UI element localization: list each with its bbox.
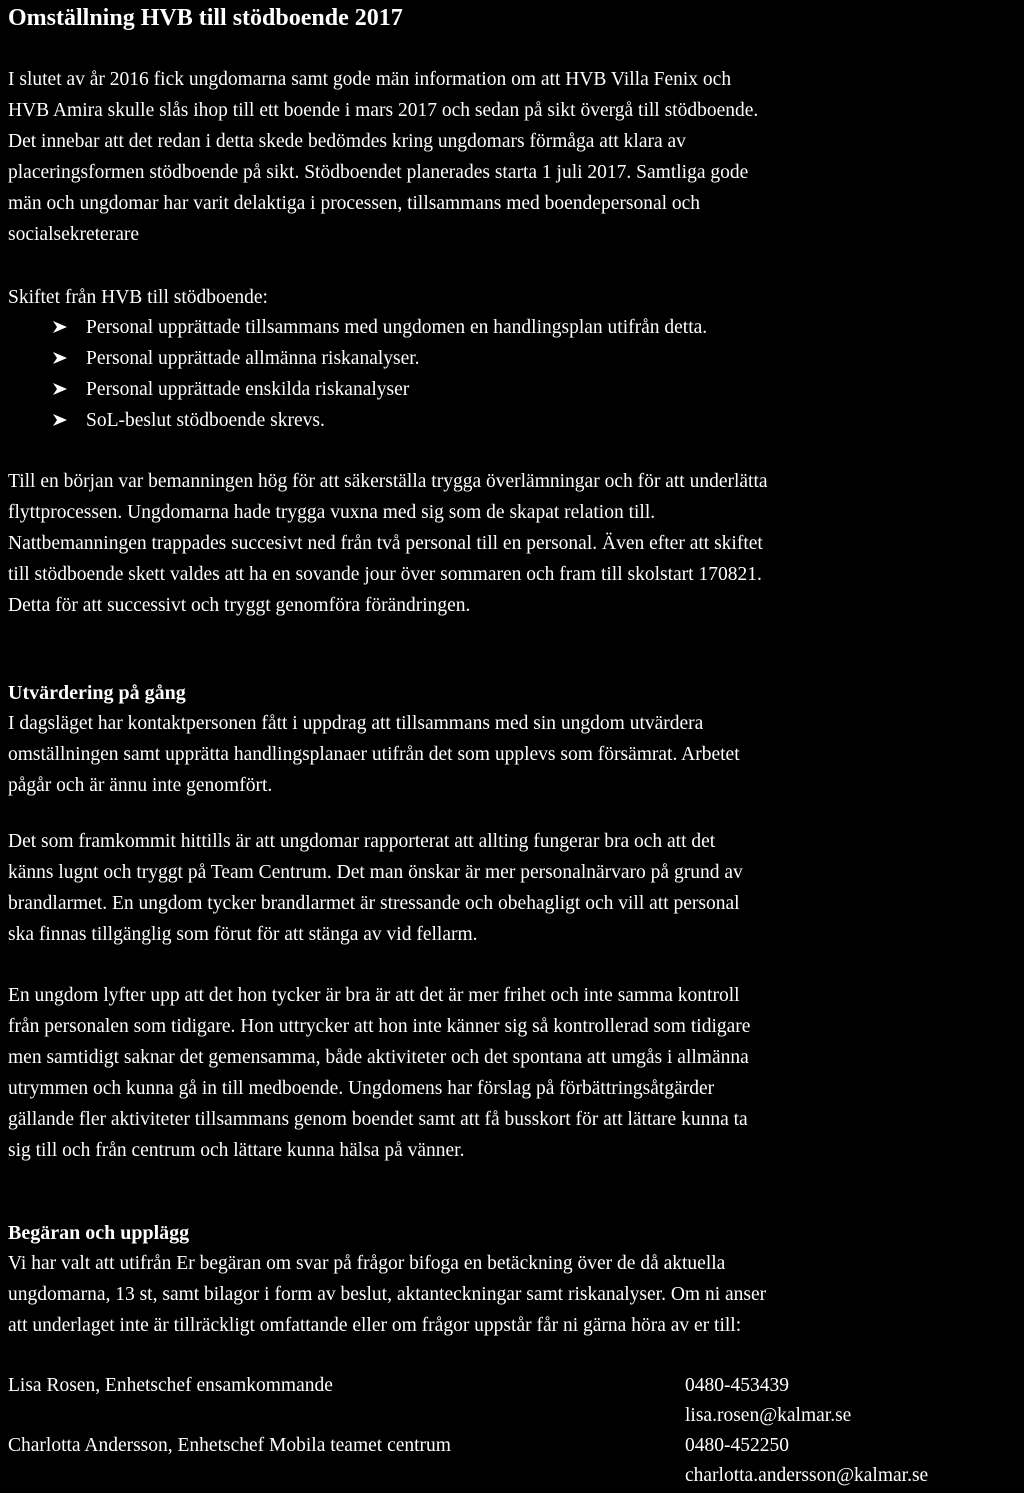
request-heading: Begäran och upplägg — [8, 1222, 190, 1244]
paragraph-line: Detta för att successivt och tryggt genomföra förändringen. — [8, 595, 471, 616]
paragraph-line: I dagsläget har kontaktpersonen fått i uppdrag att tillsammans med sin ungdom utvärdera — [8, 713, 704, 734]
paragraph-line: sig till och från centrum och lättare kunna hälsa på vänner. — [8, 1140, 465, 1161]
evaluation-paragraph-1 — [8, 708, 1016, 801]
list-item — [50, 312, 707, 343]
paragraph-line: från personalen som tidigare. Hon uttrycker att hon inte känner sig så kontrollerad som tidigare — [8, 1016, 751, 1037]
contact-email[interactable]: lisa.rosen@kalmar.se — [685, 1405, 852, 1426]
paragraph-line: flyttprocessen. Ungdomarna hade trygga vuxna med sig som de skapat relation till. — [8, 502, 656, 523]
paragraph-line: utrymmen och kunna gå in till medboende. Ungdomens har förslag på förbättringsåtgärder — [8, 1078, 715, 1099]
bullet-text: Personal upprättade allmänna riskanalyser. — [86, 348, 420, 369]
arrowhead-bullet-icon — [50, 374, 86, 405]
bullet-text: Personal upprättade tillsammans med ungdomen en handlingsplan utifrån detta. — [86, 317, 708, 338]
paragraph-line: ungdomarna, 13 st, samt bilagor i form av beslut, aktanteckningar samt riskanalyser. Om ni anser — [8, 1284, 767, 1305]
paragraph-line: Det som framkommit hittills är att ungdomar rapporterat att allting fungerar bra och att det — [8, 831, 716, 852]
paragraph-line: ska finnas tillgänglig som förut för att stänga av vid fellarm. — [8, 924, 478, 945]
paragraph-line: pågår och är ännu inte genomfört. — [8, 775, 273, 796]
paragraph-line: gällande fler aktiviteter tillsammans genom boendet samt att få busskort för att lättare kunna ta — [8, 1109, 748, 1130]
paragraph-line: Nattbemanningen trappades succesivt ned från två personal till en personal. Även efter att skiftet — [8, 533, 763, 554]
paragraph-line: En ungdom lyfter upp att det hon tycker är bra är att det är mer frihet och inte samma kontroll — [8, 985, 740, 1006]
paragraph-line: Vi har valt att utifrån Er begäran om svar på frågor bifoga en betäckning över de då aktuella — [8, 1253, 726, 1274]
shift-heading: Skiftet från HVB till stödboende: — [8, 287, 268, 308]
arrowhead-bullet-icon — [50, 405, 86, 436]
request-paragraph — [8, 1248, 1016, 1341]
evaluation-paragraph-2 — [8, 826, 1016, 950]
arrowhead-bullet-icon — [50, 312, 86, 343]
paragraph-line: brandlarmet. En ungdom tycker brandlarmet är stressande och obehagligt och vill att personal — [8, 893, 740, 914]
paragraph-line: placeringsformen stödboende på sikt. Stödboendet planerades starta 1 juli 2017. Samtliga gode — [8, 162, 749, 183]
list-item — [50, 343, 707, 374]
list-item — [50, 405, 707, 436]
contact-email[interactable]: charlotta.andersson@kalmar.se — [685, 1465, 929, 1486]
paragraph-line: men samtidigt saknar det gemensamma, både aktiviteter och det spontana att umgås i allmänna — [8, 1047, 749, 1068]
paragraph-line: Det innebar att det redan i detta skede bedömdes kring ungdomars förmåga att klara av — [8, 131, 686, 152]
contact-phone: 0480-452250 — [685, 1435, 789, 1456]
contact-name: Charlotta Andersson, Enhetschef Mobila teamet centrum — [8, 1435, 451, 1456]
contact-phone: 0480-453439 — [685, 1375, 789, 1396]
bullet-text: SoL-beslut stödboende skrevs. — [86, 410, 325, 431]
bullet-text: Personal upprättade enskilda riskanalyser — [86, 379, 410, 400]
arrowhead-bullet-icon — [50, 343, 86, 374]
evaluation-paragraph-3 — [8, 980, 1016, 1166]
paragraph-line: omställningen samt upprätta handlingsplanaer utifrån det som upplevs som försämrat. Arbetet — [8, 744, 740, 765]
paragraph-line: HVB Amira skulle slås ihop till ett boende i mars 2017 och sedan på sikt övergå till stödboende. — [8, 100, 759, 121]
shift-bullet-list — [50, 312, 707, 436]
document-title: Omställning HVB till stödboende 2017 — [8, 5, 403, 31]
contact-name: Lisa Rosen, Enhetschef ensamkommande — [8, 1375, 333, 1396]
intro-paragraph — [8, 64, 1016, 250]
evaluation-heading: Utvärdering på gång — [8, 682, 186, 704]
paragraph-line: I slutet av år 2016 fick ungdomarna samt gode män information om att HVB Villa Fenix och — [8, 69, 732, 90]
paragraph-line: känns lugnt och tryggt på Team Centrum. Det man önskar är mer personalnärvaro på grund av — [8, 862, 743, 883]
staffing-paragraph — [8, 466, 1016, 621]
paragraph-line: socialsekreterare — [8, 224, 139, 245]
paragraph-line: att underlaget inte är tillräckligt omfattande eller om frågor uppstår får ni gärna höra av er till: — [8, 1315, 742, 1336]
list-item — [50, 374, 707, 405]
document-page — [8, 0, 1016, 1493]
paragraph-line: Till en början var bemanningen hög för att säkerställa trygga överlämningar och för att underlätta — [8, 471, 768, 492]
paragraph-line: till stödboende skett valdes att ha en sovande jour över sommaren och fram till skolstart 170821. — [8, 564, 762, 585]
paragraph-line: män och ungdomar har varit delaktiga i processen, tillsammans med boendepersonal och — [8, 193, 701, 214]
